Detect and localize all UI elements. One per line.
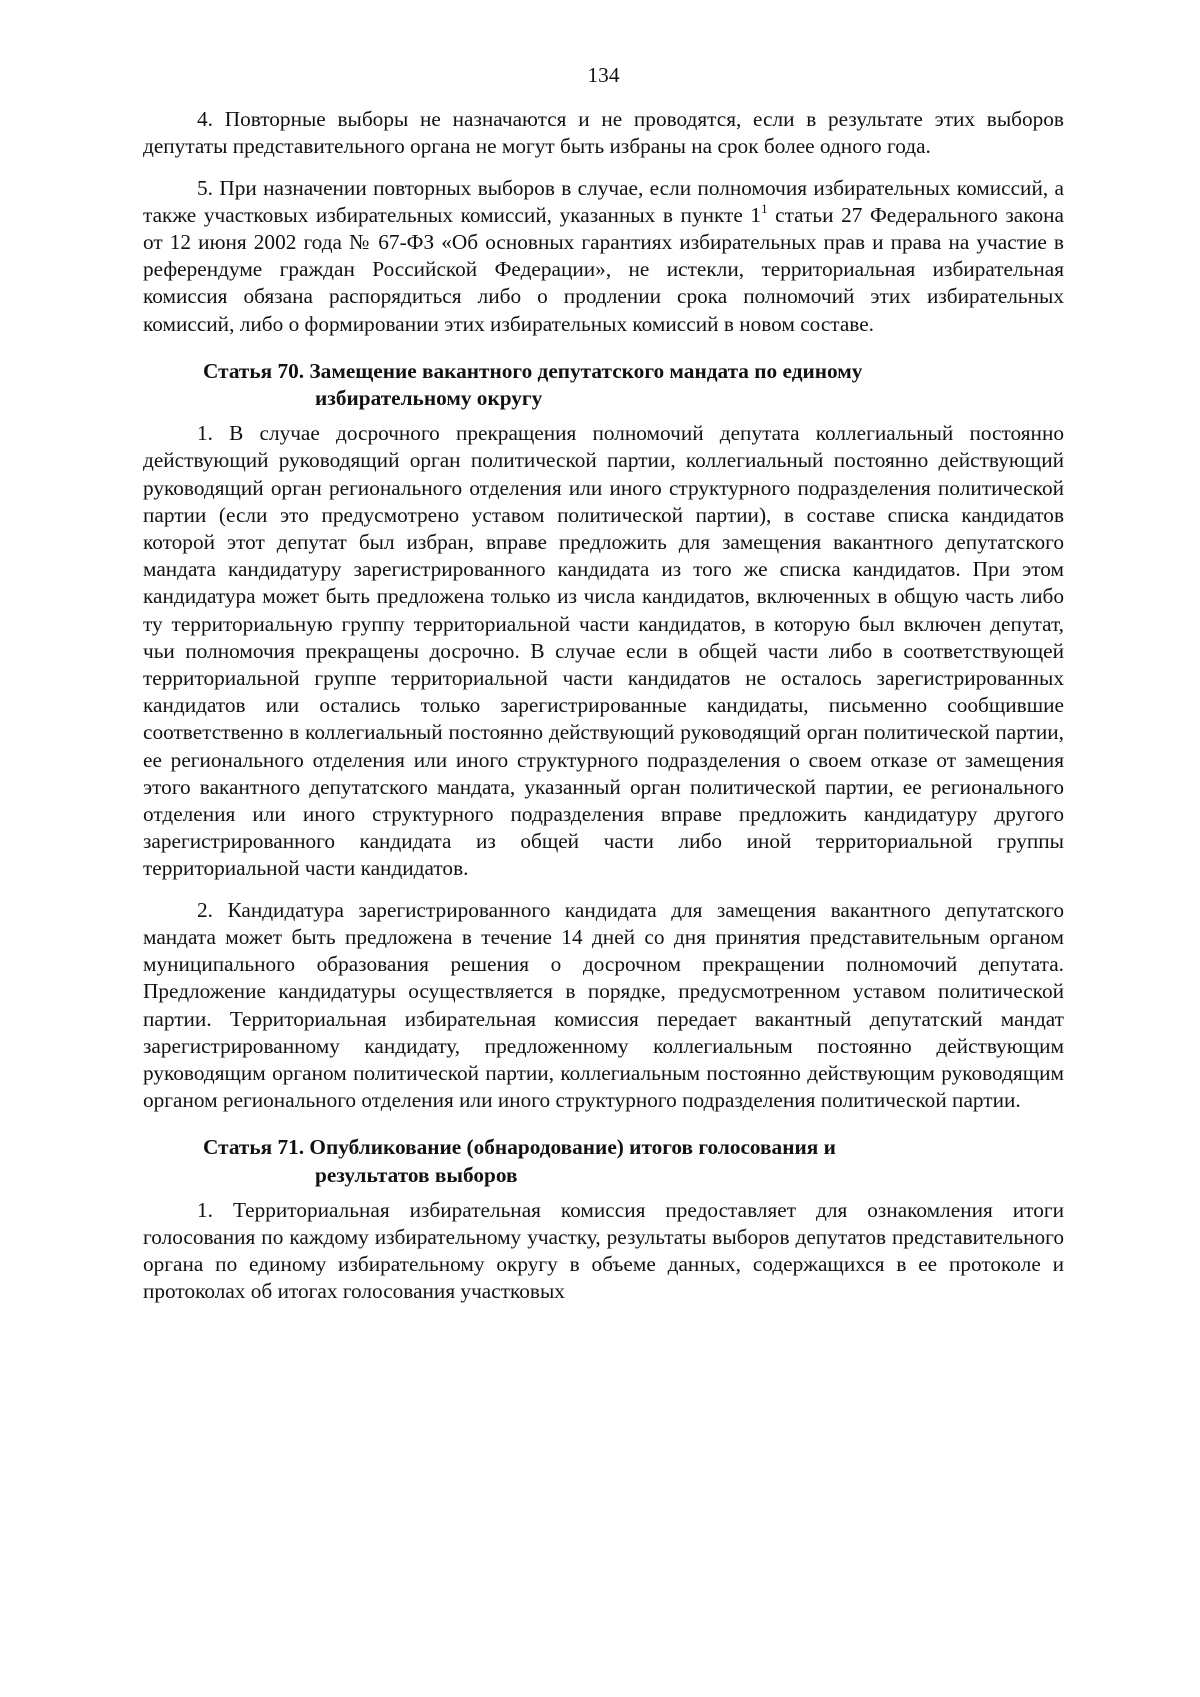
- article-70-heading: [143, 358, 1064, 412]
- article-71-title-line1: Статья 71. Опубликование (обнародование) итогов голосования и: [203, 1135, 836, 1160]
- superscript-note: 1: [761, 200, 768, 216]
- article-71-heading: [143, 1134, 1064, 1188]
- paragraph-4: 4. Повторные выборы не назначаются и не проводятся, если в результате этих выборов депутаты представительного органа не могут быть избраны на срок более одного года.: [143, 107, 1064, 159]
- document-page: [143, 62, 1064, 1320]
- article-70-paragraph-1: 1. В случае досрочного прекращения полномочий депутата коллегиальный постоянно действующий руководящий орган политической партии, коллегиальный постоянно действующий руководящий орган регионального отделения или иного структурного подразделения политической партии (если это предусмотрено уставом политической партии), в составе списка кандидатов которой этот депутат был избран, вправе предложить для замещения вакантного депутатского мандата кандидатуру зарегистрированного кандидата из того же списка кандидатов. При этом кандидатура может быть предложена только из числа кандидатов, включенных в общую часть либо ту территориальную группу территориальной части кандидатов, в которую был включен депутат, чьи полномочия прекращены досрочно. В случае если в общей части либо в соответствующей территориальной группе территориальной части кандидатов не осталось зарегистрированных кандидатов или остались только зарегистрированные кандидаты, письменно сообщившие соответственно в коллегиальный постоянно действующий руководящий орган политической партии, ее регионального отделения или иного структурного подразделения о своем отказе от замещения этого вакантного депутатского мандата, указанный орган политической партии, ее регионального отделения или иного структурного подразделения вправе предложить кандидатуру другого зарегистрированного кандидата из общей части либо иной территориальной группы территориальной части кандидатов.: [143, 421, 1064, 881]
- paragraph-5: [143, 175, 1064, 338]
- article-71-paragraph-1: 1. Территориальная избирательная комиссия предоставляет для ознакомления итоги голосования по каждому избирательному участку, результаты выборов депутатов представительного органа по единому избирательному округу в объеме данных, содержащихся в ее протоколе и протоколах об итогах голосования участковых: [143, 1197, 1064, 1304]
- article-70-title-line1: Статья 70. Замещение вакантного депутатского мандата по единому: [203, 358, 863, 383]
- page-number: 134: [587, 63, 620, 87]
- article-70-title-line2: избирательному округу: [315, 386, 543, 411]
- paragraph-5-text-before: 5. При назначении повторных выборов в случае, если полномочия избирательных комиссий, а также участковых избирательных комиссий, указанных в пункте 1: [143, 175, 1064, 227]
- article-70-paragraph-2: 2. Кандидатура зарегистрированного кандидата для замещения вакантного депутатского мандата может быть предложена в течение 14 дней со дня принятия представительным органом муниципального образования решения о досрочном прекращении полномочий депутата. Предложение кандидатуры осуществляется в порядке, предусмотренном уставом политической партии. Территориальная избирательная комиссия передает вакантный депутатский мандат зарегистрированному кандидату, предложенному коллегиальным постоянно действующим руководящим органом политической партии, коллегиальным постоянно действующим руководящим органом регионального отделения или иного структурного подразделения политической партии.: [143, 897, 1064, 1113]
- article-71-title-line2: результатов выборов: [315, 1162, 518, 1187]
- paragraph-5-text-after: статьи 27 Федерального закона от 12 июня 2002 года № 67-ФЗ «Об основных гарантиях избирательных прав и права на участие в референдуме граждан Российской Федерации», не истекли, территориальная избирательная комиссия обязана распорядиться либо о продлении срока полномочий этих избирательных комиссий, либо о формировании этих избирательных комиссий в новом составе.: [143, 202, 1065, 336]
